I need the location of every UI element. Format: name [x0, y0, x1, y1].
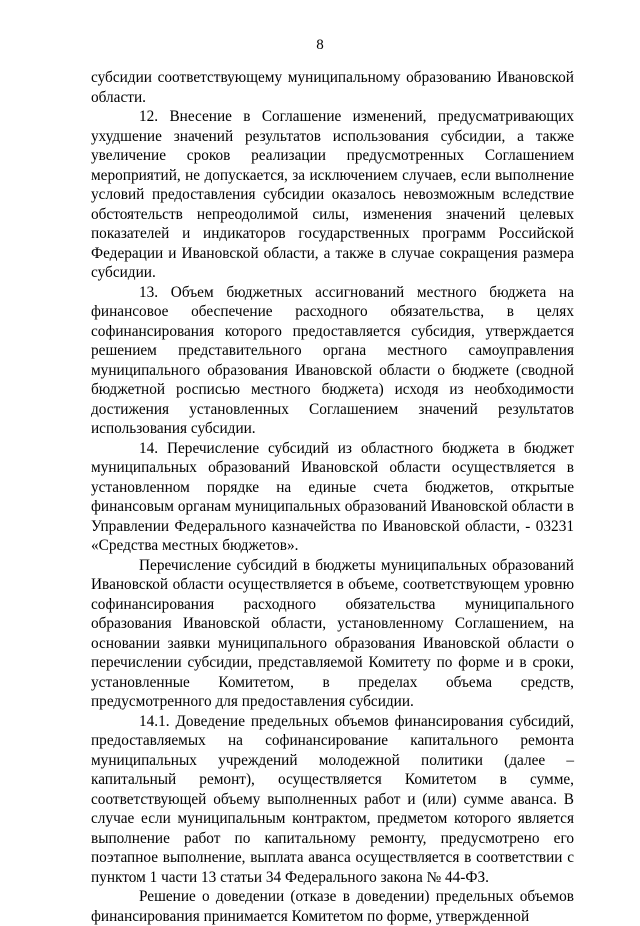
- paragraph-14-1: 14.1. Доведение предельных объемов финансирования субсидий, предоставляемых на софинансирование капитального ремонта муниципальных учреждений молодежной политики (далее – капитальный ремонт), осуществляется Комитетом в сумме, соответствующей объему выполненных работ и (или) сумме аванса. В случае если муниципальным контрактом, предметом которого является выполнение работ по капитальному ремонту, предусмотрено его поэтапное выполнение, выплата аванса осуществляется в соответствии с пунктом 1 части 13 статьи 34 Федерального закона № 44-ФЗ.: [91, 712, 574, 886]
- paragraph-12: 12. Внесение в Соглашение изменений, предусматривающих ухудшение значений результатов использования субсидии, а также увеличение сроков реализации предусмотренных Соглашением мероприятий, не допускается, за исключением случаев, если выполнение условий предоставления субсидии оказалось невозможным вследствие обстоятельств непреодолимой силы, изменения значений целевых показателей и индикаторов государственных программ Российской Федерации и Ивановской области, а также в случае сокращения размера субсидии.: [91, 108, 574, 281]
- paragraph-decision: Решение о доведении (отказе в доведении) предельных объемов финансирования принимается Комитетом по форме, утвержденной: [91, 888, 574, 925]
- page-number: 8: [316, 37, 324, 53]
- paragraph-continuation: субсидии соответствующему муниципальному образованию Ивановской области.: [91, 69, 574, 106]
- paragraph-13: 13. Объем бюджетных ассигнований местного бюджета на финансовое обеспечение расходного обязательства, в целях софинансирования которого предоставляется субсидия, утверждается решением представительного органа местного самоуправления муниципального образования Ивановской области о бюджете (сводной бюджетной росписью местного бюджета) исходя из необходимости достижения установленных Соглашением значений результатов использования субсидии.: [91, 283, 574, 437]
- paragraph-14-transfer: Перечисление субсидий в бюджеты муниципальных образований Ивановской области осуществляется в объеме, соответствующем уровню софинансирования расходного обязательства муниципального образования Ивановской области, установленному Соглашением, на основании заявки муниципального образования Ивановской области о перечислении субсидии, представляемой Комитету по форме и в сроки, установленные Комитетом, в пределах объема средств, предусмотренного для предоставления субсидии.: [91, 556, 574, 710]
- document-body: [91, 68, 574, 926]
- paragraph-14: 14. Перечисление субсидий из областного бюджета в бюджет муниципальных образований Ивановской области осуществляется в установленном порядке на единые счета бюджетов, открытые финансовым органам муниципальных образований Ивановской области в Управлении Федерального казначейства по Ивановской области, - 03231 «Средства местных бюджетов».: [91, 439, 574, 554]
